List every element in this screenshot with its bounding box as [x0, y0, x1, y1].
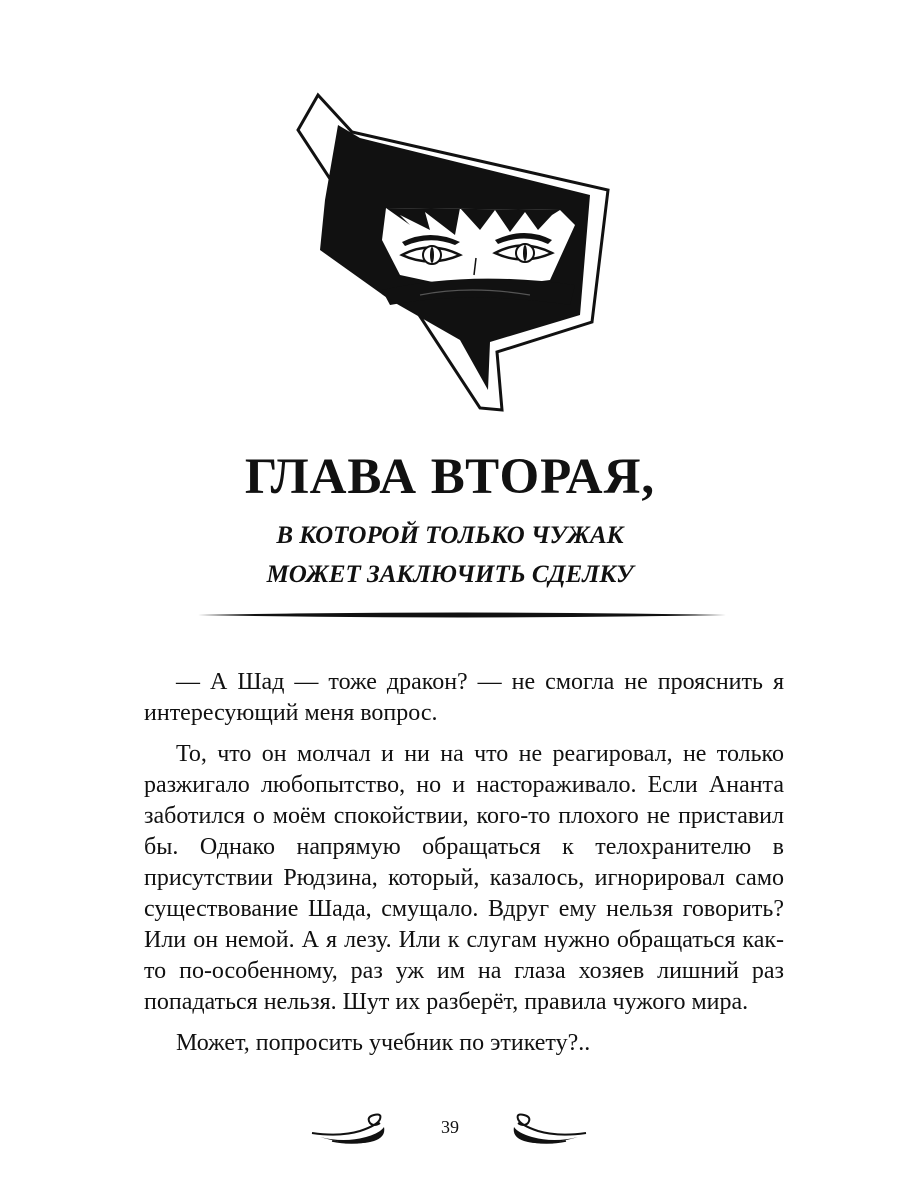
page-footer — [0, 1105, 900, 1155]
masked-eyes-illustration — [290, 90, 620, 415]
title-divider — [198, 611, 726, 619]
chapter-title: ГЛАВА ВТОРАЯ, — [244, 449, 656, 505]
chapter-subtitle-line-2: МОЖЕТ ЗАКЛЮЧИТЬ СДЕЛКУ — [266, 561, 634, 588]
page-number: 39 — [441, 1117, 459, 1137]
paragraph: — А Шад — тоже дракон? — не смогла не прояснить я интересующий меня вопрос. — [144, 669, 784, 726]
paragraph: Может, попросить учебник по этикету?.. — [176, 1030, 591, 1056]
chapter-subtitle-line-1: В КОТОРОЙ ТОЛЬКО ЧУЖАК — [276, 522, 624, 549]
chapter-body — [144, 667, 784, 1069]
swirl-ornament-right-icon — [510, 1111, 588, 1147]
paragraph: То, что он молчал и ни на что не реагировал, не только разжигало любопытство, но и настораживало. Если Ананта заботился о моём спокойствии, кого-то плохого не приставил бы. Однако напрямую обращаться к телохранителю в присутствии Рюдзина, который, казалось, игнорировал само существование Шада, смущало. Вдруг ему нельзя говорить? Или он немой. А я лезу. Или к слугам нужно обращаться как-то по-особенному, раз уж им на глаза хозяев лишний раз попадаться нельзя. Шут их разберёт, правила чужого мира. — [144, 741, 784, 1015]
